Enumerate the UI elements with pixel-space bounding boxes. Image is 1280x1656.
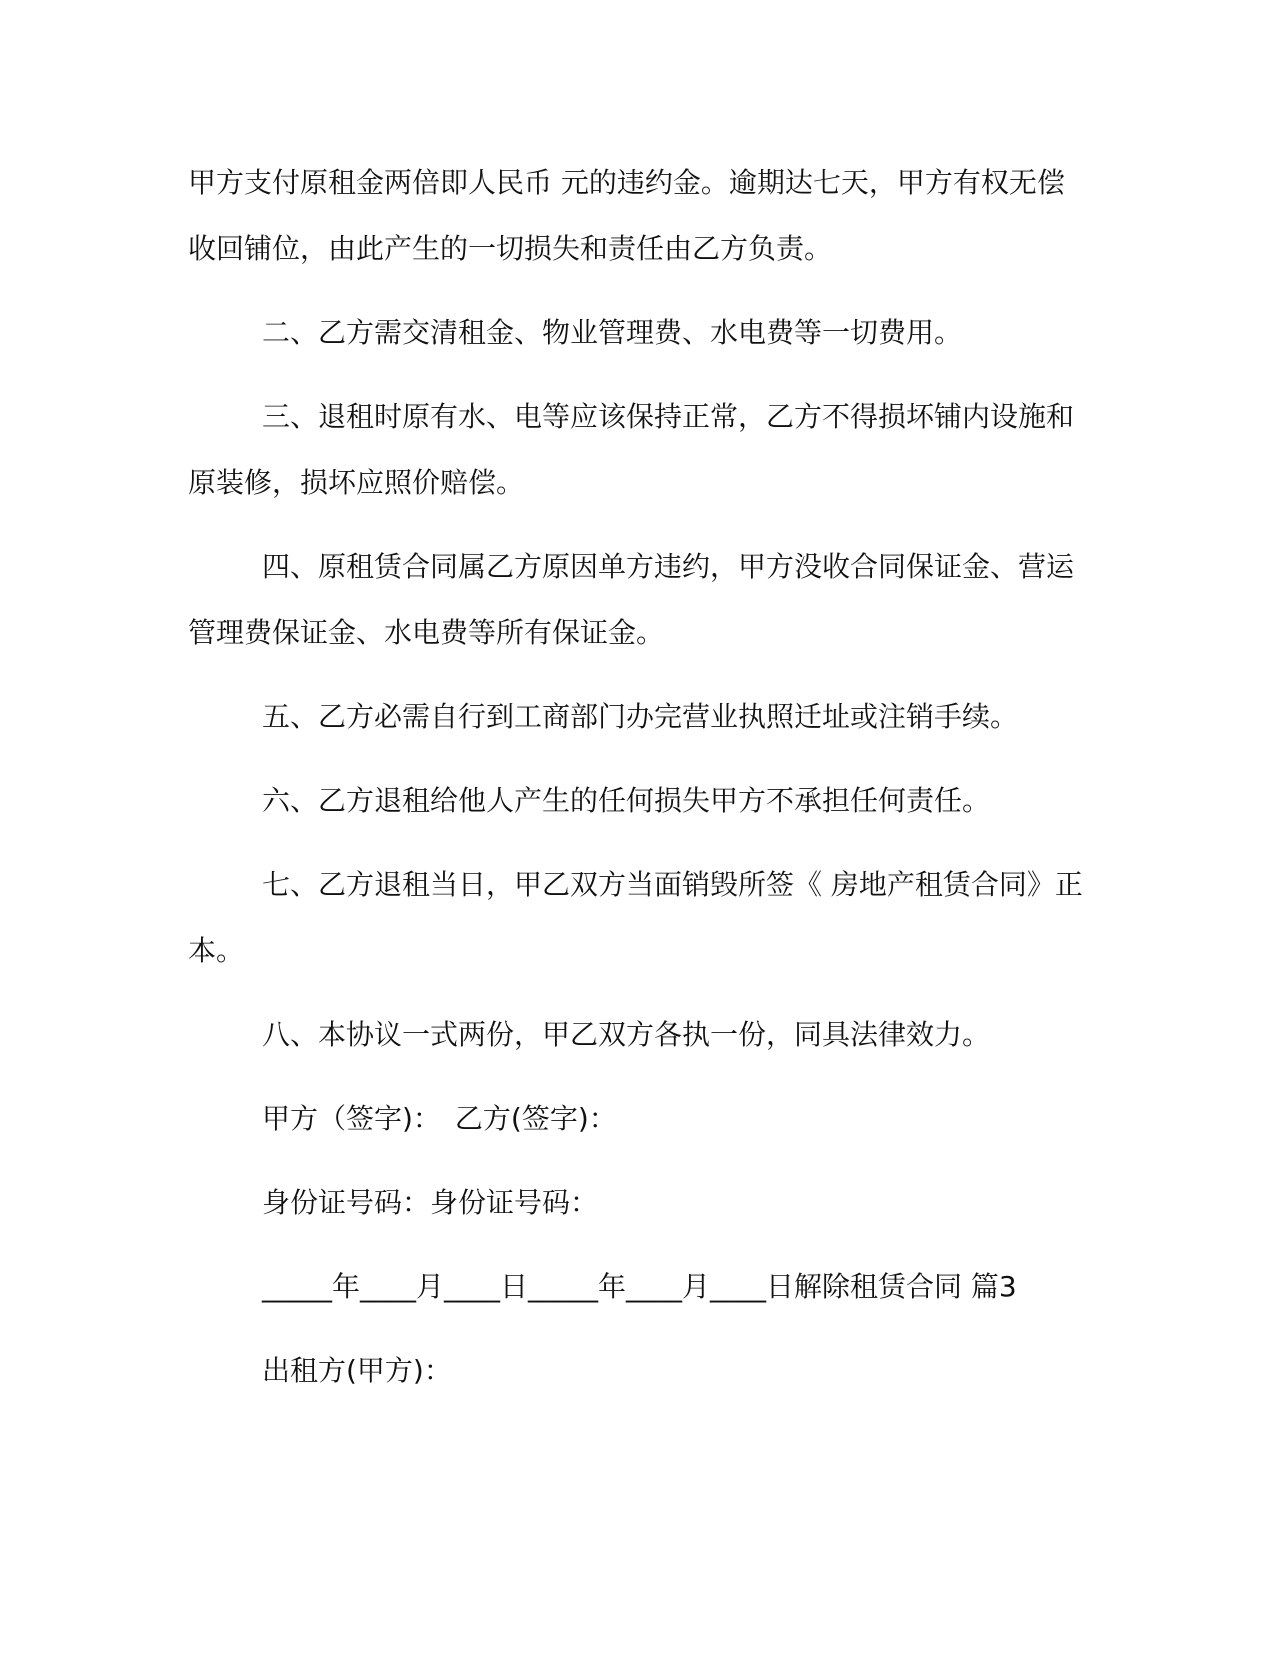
- id-number-line: 身份证号码：身份证号码：: [262, 1186, 599, 1219]
- date-line: _____年____月____日_____年____月____日解除租赁合同 篇3: [262, 1270, 1017, 1303]
- paragraph-clause-3: 三、退租时原有水、电等应该保持正常，乙方不得损坏铺内设施和原装修，损坏应照价赔偿。: [188, 400, 1075, 499]
- paragraph-clause-7: 七、乙方退租当日，甲乙双方当面销毁所签《 房地产租赁合同》正本。: [188, 868, 1083, 967]
- paragraph-clause-4: 四、原租赁合同属乙方原因单方违约，甲方没收合同保证金、营运管理费保证金、水电费等所有保证金。: [188, 550, 1075, 649]
- signature-line: 甲方（签字)： 乙方(签字)：: [262, 1102, 617, 1135]
- paragraph-clause-2: 二、乙方需交清租金、物业管理费、水电费等一切费用。: [262, 316, 963, 349]
- paragraph-clause-5: 五、乙方必需自行到工商部门办完营业执照迁址或注销手续。: [262, 700, 1019, 733]
- document-body: [188, 150, 1088, 1422]
- lessor-line: 出租方(甲方)：: [262, 1354, 452, 1387]
- paragraph-penalty: 甲方支付原租金两倍即人民币 元的违约金。逾期达七天，甲方有权无偿收回铺位，由此产生的一切损失和责任由乙方负责。: [188, 166, 1065, 265]
- paragraph-clause-6: 六、乙方退租给他人产生的任何损失甲方不承担任何责任。: [262, 784, 991, 817]
- paragraph-clause-8: 八、本协议一式两份，甲乙双方各执一份，同具法律效力。: [262, 1018, 991, 1051]
